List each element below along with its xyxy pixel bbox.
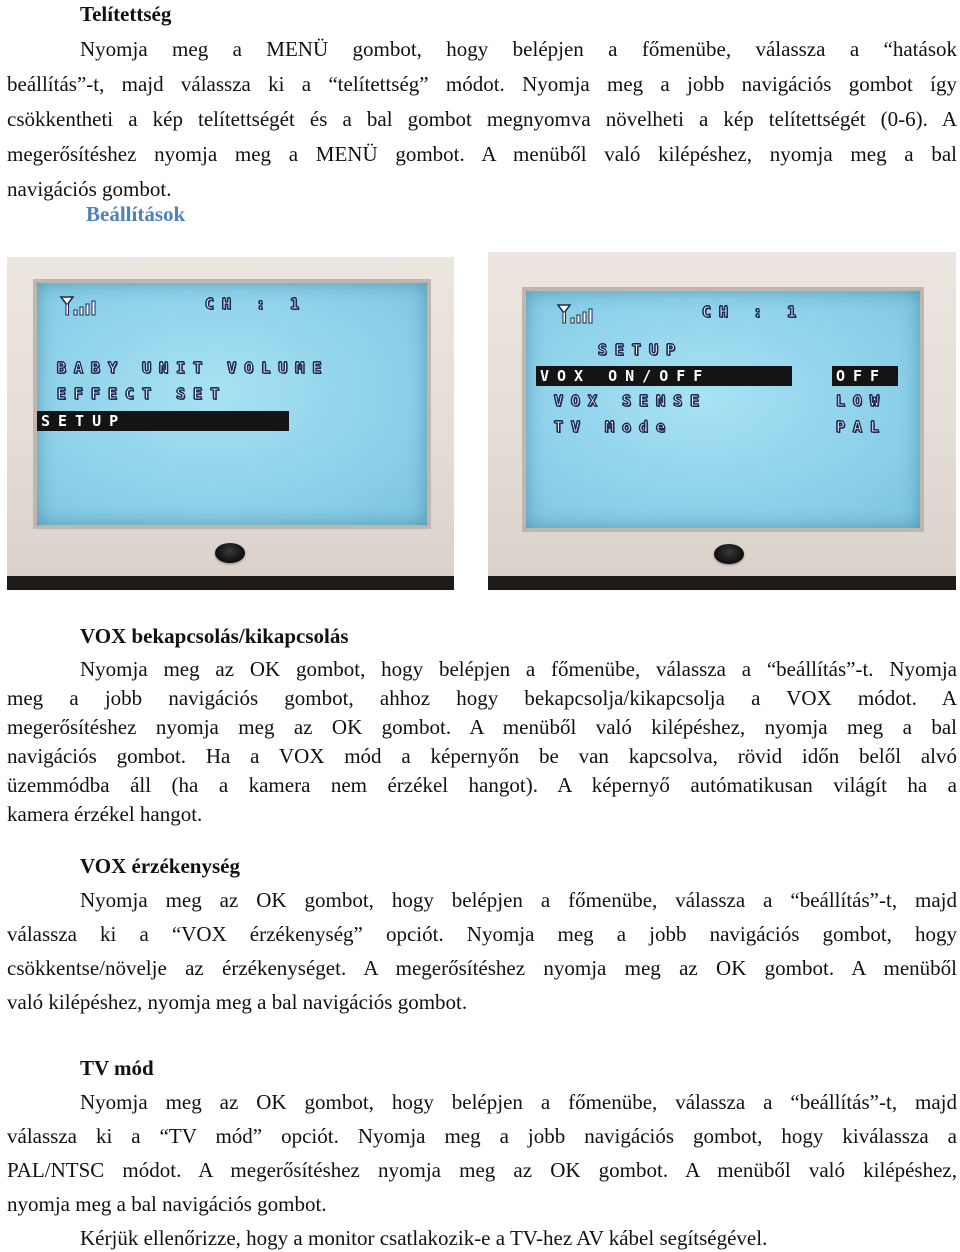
- paragraph-line: Kérjük ellenőrizze, hogy a monitor csatlakozik-e a TV-hez AV kábel segítségével.: [80, 1226, 768, 1250]
- paragraph-line: Nyomja meg az OK gombot, hogy belépjen a főmenübe, válassza a “beállítás”-t, majd: [80, 1090, 957, 1114]
- power-button-icon: [714, 544, 744, 564]
- paragraph-line: megerősítéshez nyomja meg az OK gombot. A menüből való kilépéshez, nyomja meg a bal: [7, 715, 957, 739]
- paragraph-line: Nyomja meg az OK gombot, hogy belépjen a főmenübe, válassza a “beállítás”-t. Nyomja: [80, 657, 957, 681]
- osd-setup-row-value: PAL: [836, 418, 888, 436]
- osd-menu-item: BABY UNIT VOLUME: [57, 359, 330, 377]
- osd-setup-row-label-selected: VOX ON/OFF: [536, 366, 792, 386]
- tv-mode-title: TV mód: [80, 1056, 154, 1080]
- monitor-screen: [37, 283, 427, 525]
- paragraph-line: csökkentheti a kép telítettségét és a bal gombot megnyomva növelheti a kép telítettségét (0-6). A: [7, 107, 957, 131]
- monitor-screen: [526, 291, 920, 528]
- osd-menu-item: EFFECT SET: [57, 385, 228, 403]
- paragraph-line: való kilépéshez, nyomja meg a bal navigációs gombot.: [7, 990, 468, 1014]
- settings-heading: Beállítások: [86, 202, 186, 226]
- paragraph-line: Nyomja meg a MENÜ gombot, hogy belépjen a főmenübe, válassza a “hatások: [80, 37, 957, 61]
- paragraph-line: beállítás”-t, majd válassza ki a “telítettség” módot. Nyomja meg a jobb navigációs gombot így: [7, 72, 957, 96]
- paragraph-line: kamera érzékel hangot.: [7, 802, 203, 826]
- monitor-photo-main-menu: [7, 257, 454, 590]
- osd-setup-row-value: LOW: [836, 392, 888, 410]
- saturation-paragraph: [7, 32, 957, 207]
- paragraph-line: válassza ki a “VOX érzékenység” opciót. Nyomja meg a jobb navigációs gombot, hogy: [7, 922, 957, 946]
- signal-icon: [59, 295, 99, 317]
- paragraph-line: válassza ki a “TV mód” opciót. Nyomja meg a jobb navigációs gombot, hogy kiválassza a: [7, 1124, 957, 1148]
- channel-indicator: CH : 1: [702, 303, 805, 321]
- paragraph-line: meg a jobb navigációs gombot, ahhoz hogy bekapcsolja/kikapcsolja a VOX módot. A: [7, 686, 957, 710]
- paragraph-line: PAL/NTSC módot. A megerősítéshez nyomja meg az OK gombot. A menüből való kilépéshez,: [7, 1158, 957, 1182]
- signal-icon: [556, 303, 596, 325]
- vox-sense-paragraph: [7, 883, 957, 1019]
- osd-setup-row-label: TV Mode: [554, 418, 674, 436]
- osd-setup-row-label: VOX SENSE: [554, 392, 708, 410]
- paragraph-line: üzemmódba áll (ha a kamera nem érzékel hangot). A képernyő autómatikusan világít ha a: [7, 773, 957, 797]
- power-button-icon: [215, 543, 245, 563]
- vox-onoff-title: VOX bekapcsolás/kikapcsolás: [80, 624, 349, 648]
- paragraph-line: Nyomja meg az OK gombot, hogy belépjen a főmenübe, válassza a “beállítás”-t, majd: [80, 888, 957, 912]
- osd-setup-row-value-selected: OFF: [832, 366, 898, 386]
- osd-setup-header: SETUP: [598, 341, 684, 359]
- paragraph-line: navigációs gombot.: [7, 177, 172, 201]
- channel-indicator: CH : 1: [205, 295, 308, 313]
- paragraph-line: megerősítéshez nyomja meg a MENÜ gombot. A menüből való kilépéshez, nyomja meg a bal: [7, 142, 957, 166]
- tv-mode-paragraph: [7, 1085, 957, 1252]
- paragraph-line: nyomja meg a bal navigációs gombot.: [7, 1192, 327, 1216]
- vox-onoff-paragraph: [7, 655, 957, 829]
- paragraph-line: navigációs gombot. Ha a VOX mód a képernyőn be van kapcsolva, rövid időn belől alvó: [7, 744, 957, 768]
- osd-menu-item-selected: SETUP: [37, 411, 289, 431]
- vox-sense-title: VOX érzékenység: [80, 854, 240, 878]
- saturation-title: Telítettség: [80, 2, 172, 26]
- monitor-photo-setup-menu: [488, 252, 956, 590]
- paragraph-line: csökkentse/növelje az érzékenységet. A megerősítéshez nyomja meg az OK gombot. A menüből: [7, 956, 957, 980]
